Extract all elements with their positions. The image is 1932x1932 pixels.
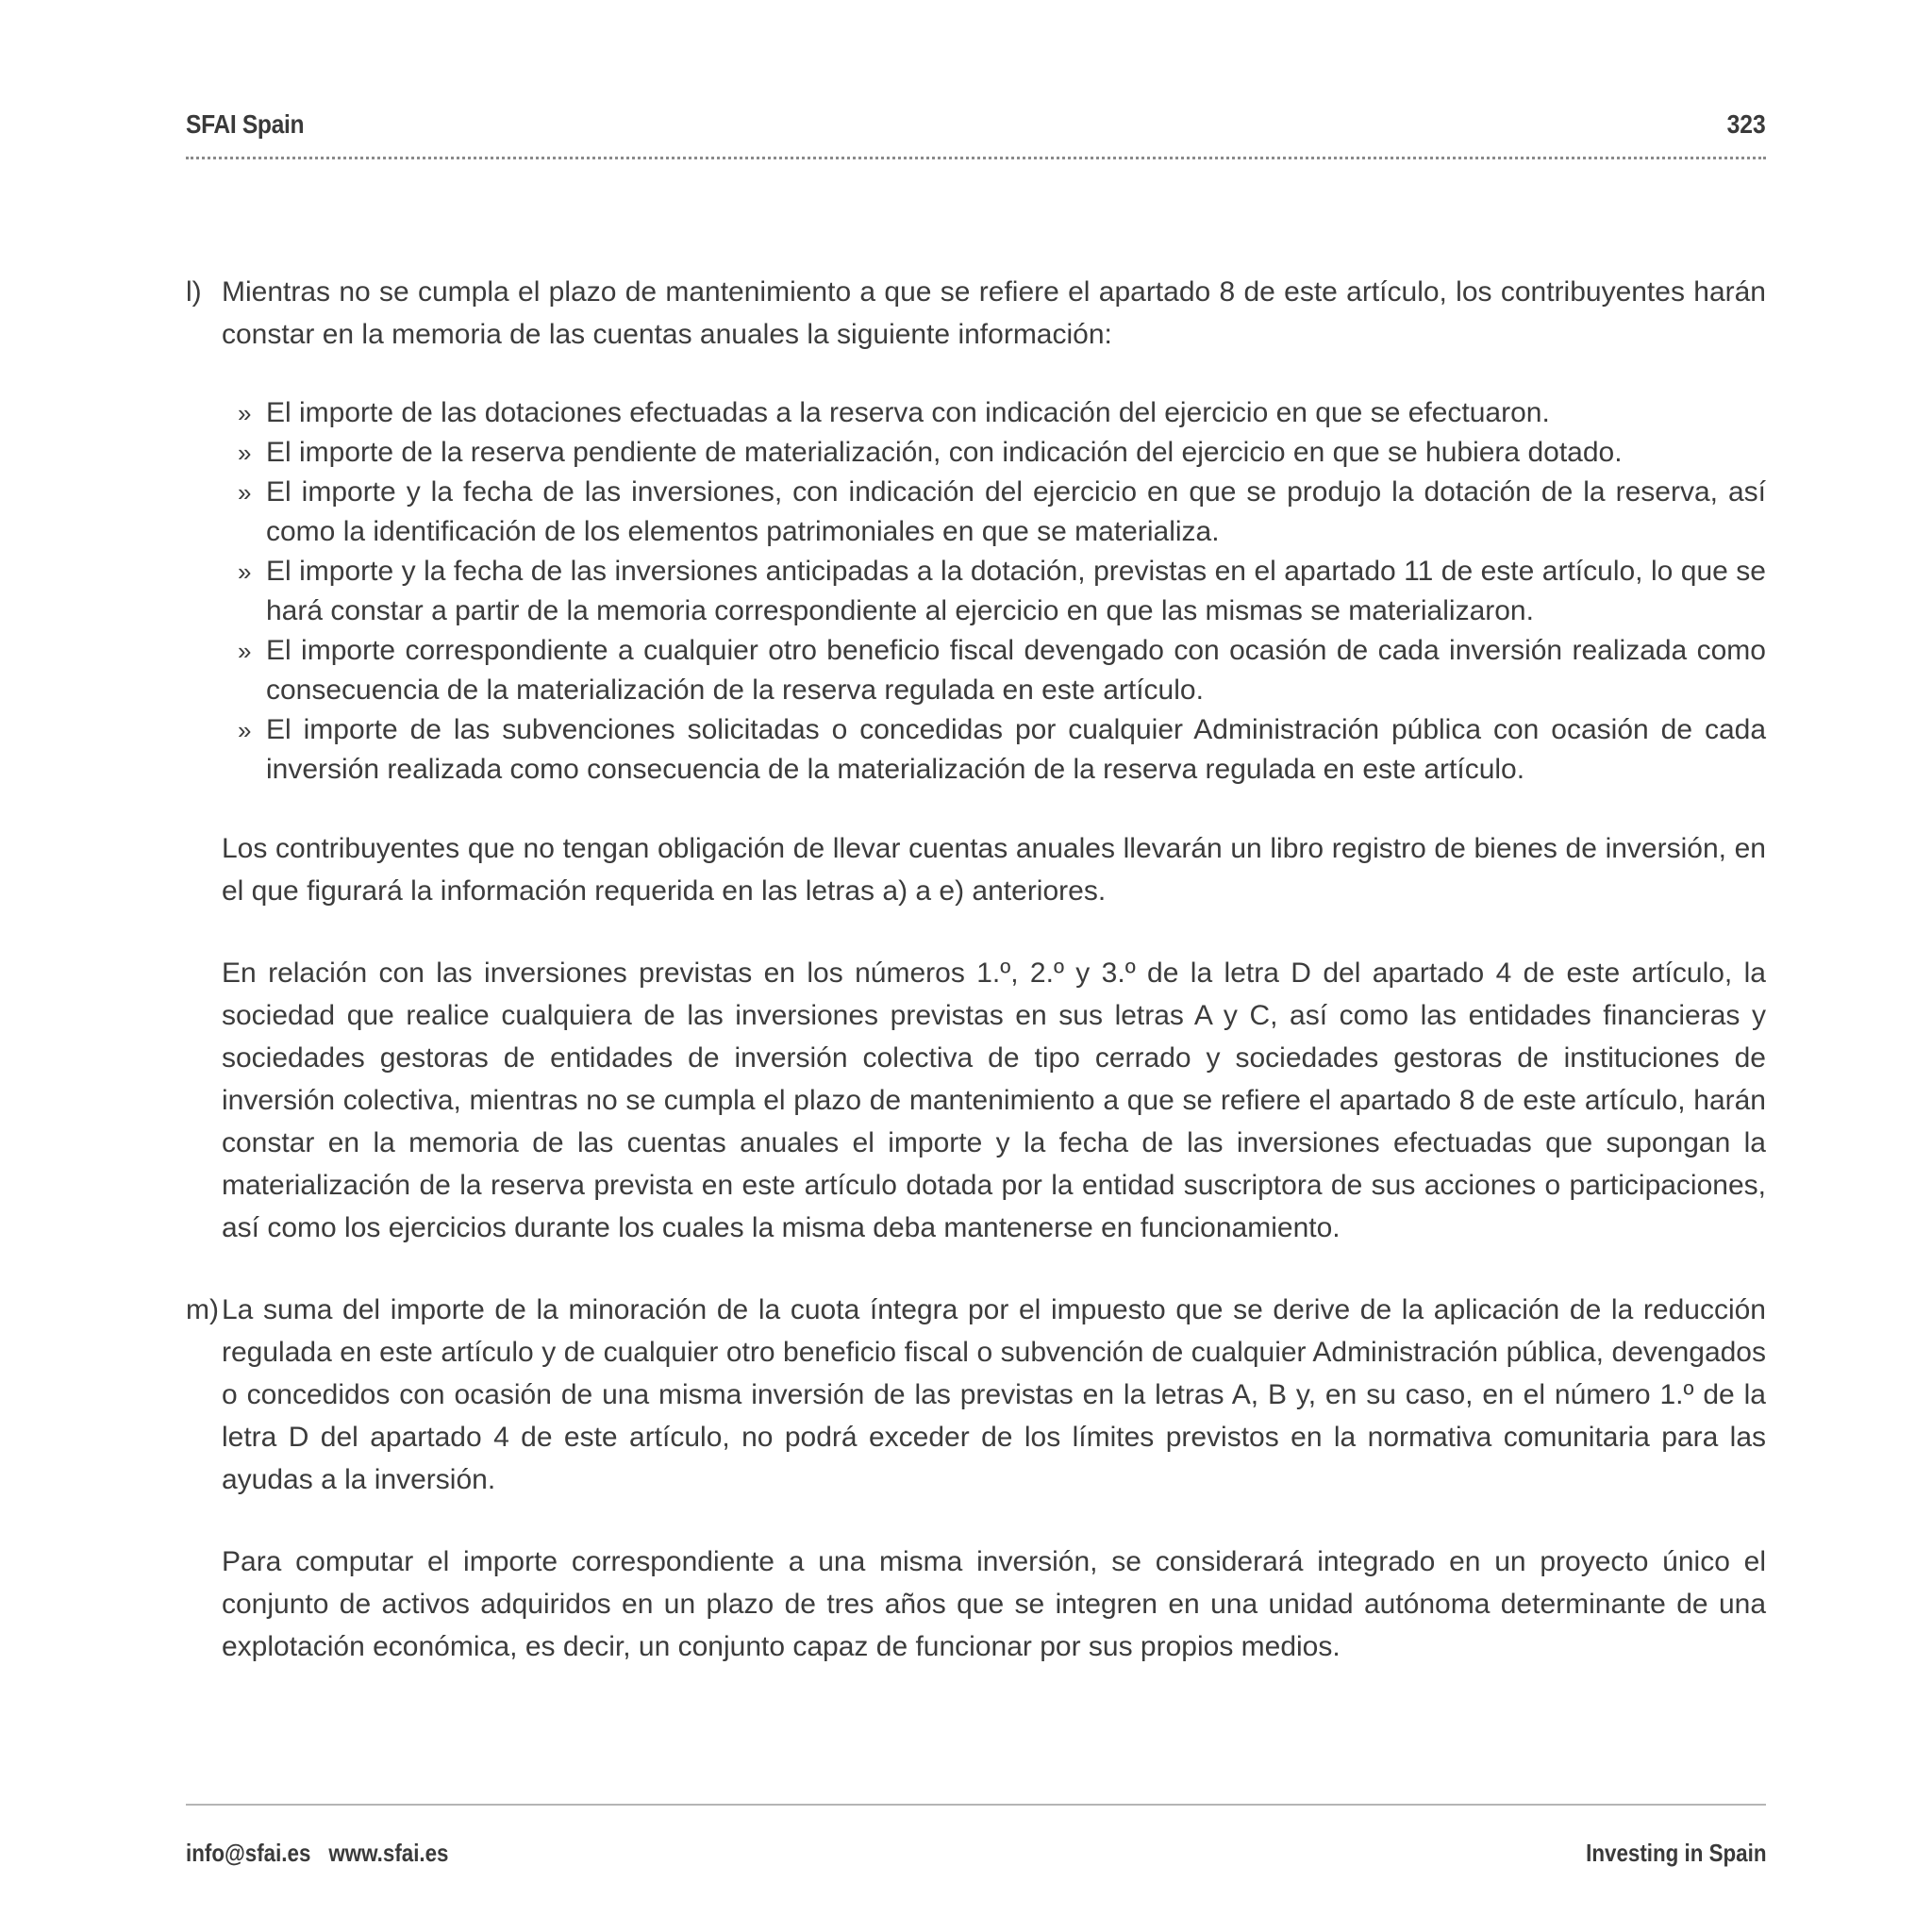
section-l-paragraph-2: En relación con las inversiones previstas en los números 1.º, 2.º y 3.º de la letra D del apartado 4 de este artículo, la sociedad que realice cualquiera de las inversiones previstas en sus letras A y C, así como las entidades financieras y sociedades gestoras de entidades de inversión colectiva de tipo cerrado y sociedades gestoras de instituciones de inversión colectiva, mientras no se cumpla el plazo de mantenimiento a que se refiere el apartado 8 de este artículo, harán constar en la memoria de las cuentas anuales el importe y la fecha de las inversiones efectuadas que supongan la materialización de la reserva prevista en este artículo dotada por la entidad suscriptora de sus acciones o participaciones, así como los ejercicios durante los cuales la misma deba mantenerse en funcionamiento. xyxy=(222,958,1766,1243)
footer-divider xyxy=(186,1804,1766,1806)
header-title: SFAI Spain xyxy=(186,109,305,139)
list-item: » El importe y la fecha de las inversiones, con indicación del ejercicio en que se produjo la dotación de la reserva, así como la identificación de los elementos patrimoniales en que se materializa. xyxy=(238,473,1766,552)
section-l-paragraph-1: Los contribuyentes que no tengan obligación de llevar cuentas anuales llevarán un libro registro de bienes de inversión, en el que figurará la información requerida en las letras a) a e) anteriores. xyxy=(222,833,1766,907)
section-m-paragraph-1: Para computar el importe correspondiente a una misma inversión, se considerará integrado en un proyecto único el conjunto de activos adquiridos en un plazo de tres años que se integren en una unidad autónoma determinante de una explotación económica, es decir, un conjunto capaz de funcionar por sus propios medios. xyxy=(222,1546,1766,1662)
footer-publication: Investing in Spain xyxy=(1585,1839,1766,1867)
list-item: » El importe de la reserva pendiente de materialización, con indicación del ejercicio en que se hubiera dotado. xyxy=(238,433,1766,473)
section-l-intro: Mientras no se cumpla el plazo de mantenimiento a que se refiere el apartado 8 de este artículo, los contribuyentes harán constar en la memoria de las cuentas anuales la siguiente información: xyxy=(222,276,1766,350)
page-number: 323 xyxy=(1726,109,1766,139)
section-m-marker: m) xyxy=(186,1294,219,1325)
bullet-icon: » xyxy=(238,558,252,586)
bullet-icon: » xyxy=(238,439,252,467)
bullet-icon: » xyxy=(238,716,252,744)
section-l xyxy=(186,271,1766,356)
header-divider xyxy=(186,157,1766,159)
list-item: » El importe de las subvenciones solicitadas o concedidas por cualquier Administración pública con ocasión de cada inversión realizada como consecuencia de la materialización de la reserva regulada en este artículo. xyxy=(238,710,1766,790)
list-item: » El importe de las dotaciones efectuadas a la reserva con indicación del ejercicio en que se efectuaron. xyxy=(238,393,1766,433)
bullet-icon: » xyxy=(238,637,252,665)
list-item: » El importe correspondiente a cualquier otro beneficio fiscal devengado con ocasión de cada inversión realizada como consecuencia de la materialización de la reserva regulada en este artículo. xyxy=(238,631,1766,710)
footer-email-link[interactable]: info@sfai.es xyxy=(186,1839,311,1867)
bullet-icon: » xyxy=(238,399,252,427)
footer-website-link[interactable]: www.sfai.es xyxy=(328,1839,449,1867)
footer-contact xyxy=(186,1839,448,1868)
bullet-icon: » xyxy=(238,478,252,507)
section-m xyxy=(186,1289,1766,1501)
section-m-text: La suma del importe de la minoración de la cuota íntegra por el impuesto que se derive de la aplicación de la reducción regulada en este artículo y de cualquier otro beneficio fiscal o subvención de cualquier Administración pública, devengados o concedidos con ocasión de una misma inversión de las previstas en la letras A, B y, en su caso, en el número 1.º de la letra D del apartado 4 de este artículo, no podrá exceder de los límites previstos en la normativa comunitaria para las ayudas a la inversión. xyxy=(222,1294,1766,1495)
section-l-bullet-list xyxy=(186,393,1766,790)
section-l-marker: l) xyxy=(186,276,202,308)
list-item: » El importe y la fecha de las inversiones anticipadas a la dotación, previstas en el apartado 11 de este artículo, lo que se hará constar a partir de la memoria correspondiente al ejercicio en que las mismas se materializaron. xyxy=(238,552,1766,631)
page-body xyxy=(186,271,1766,1668)
